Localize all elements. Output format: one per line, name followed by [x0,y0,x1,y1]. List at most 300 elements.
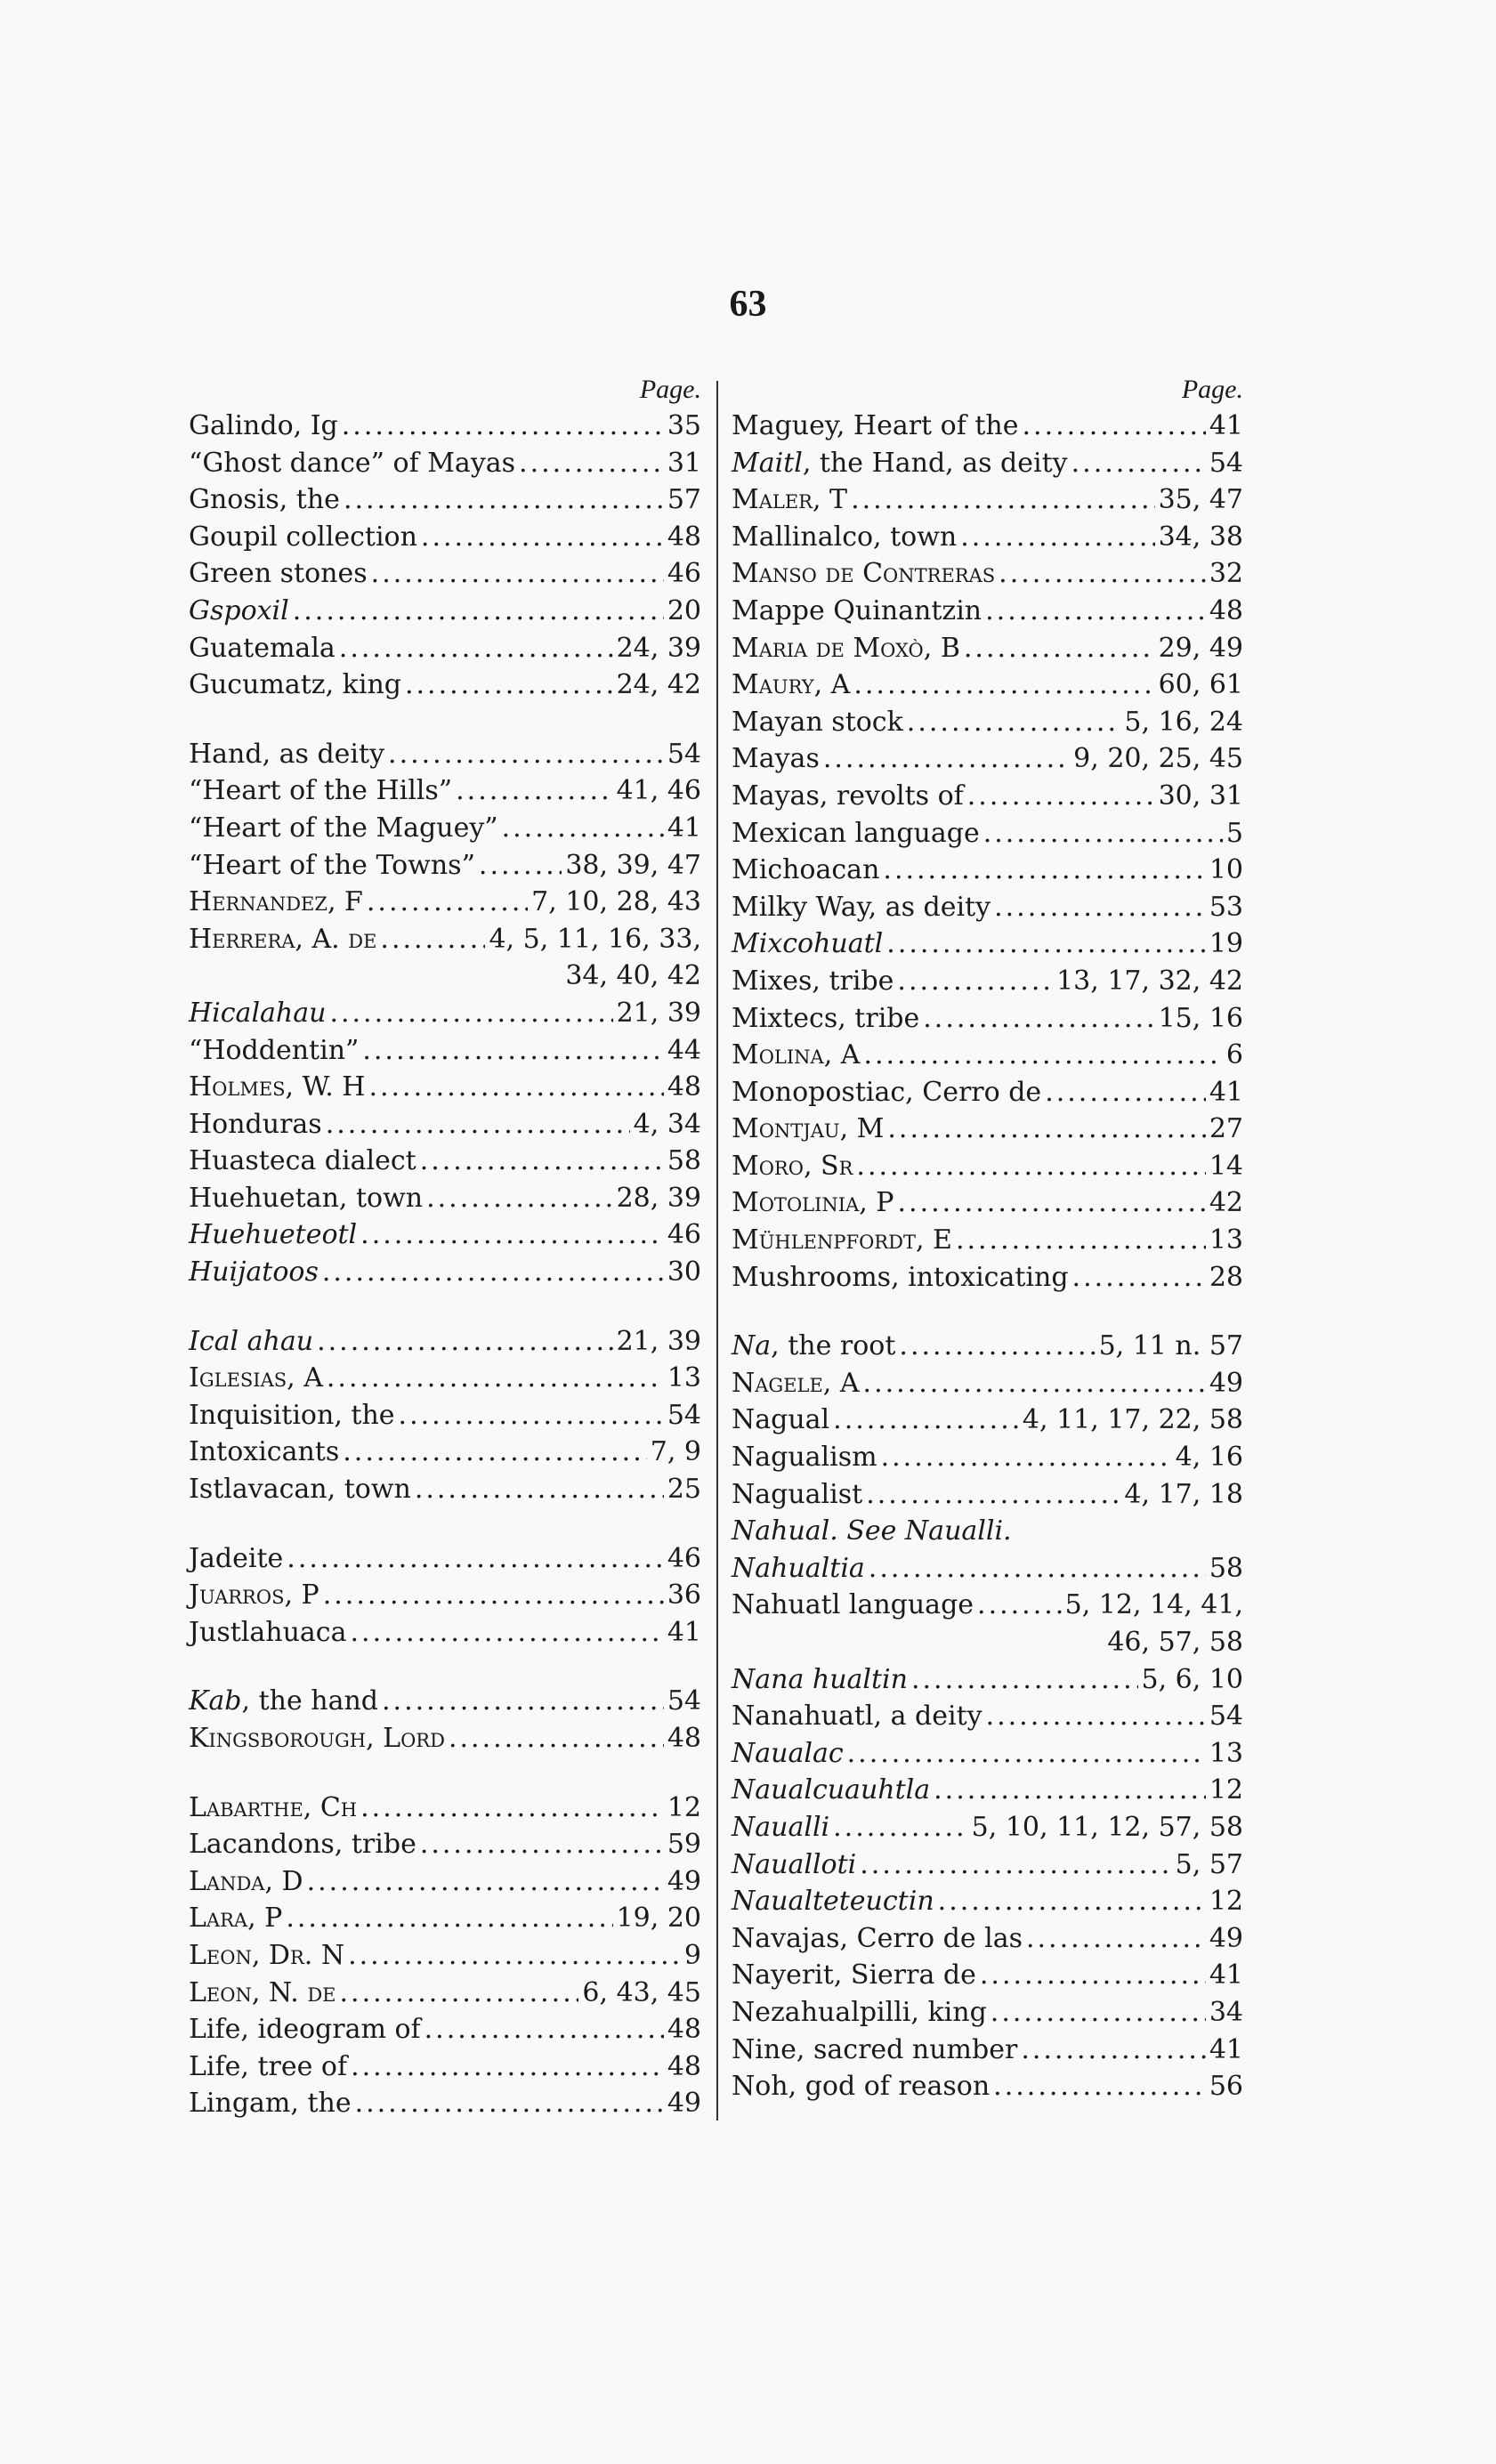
entry-term: Nanahuatl, a deity [732,1701,983,1733]
column-heading: Page. [1181,375,1243,404]
entry-pages: 49 [667,1865,701,1897]
index-entry [189,593,701,630]
entry-term: Life, tree of [189,2050,348,2082]
leader-dots [1021,2032,1206,2069]
leader-dots [1045,1074,1206,1111]
index-entry [189,1216,701,1254]
entry-pages: 4, 17, 18 [1124,1478,1243,1510]
leader-dots [293,593,664,630]
leader-dots [956,1222,1206,1259]
index-entry [732,1550,1243,1587]
column-divider [716,381,718,2121]
index-entry [189,2011,701,2048]
entry-term: Intoxicants [189,1436,340,1468]
entry-term: “Heart of the Hills” [189,775,453,807]
leader-dots [887,1111,1205,1148]
entry-pages: 13 [1209,1737,1243,1769]
leader-dots [833,1809,968,1846]
leader-dots [823,740,1070,778]
group-gap [189,1757,701,1789]
leader-dots [371,555,664,593]
entry-term: Manso de Contreras [732,558,996,590]
entry-pages: 59 [667,1829,701,1861]
entry-term: Gspoxil [189,594,289,626]
entry-term: Gnosis, the [189,484,340,516]
leader-dots [360,1216,664,1254]
entry-pages: 29, 49 [1158,632,1243,664]
entry-pages: 24, 39 [616,632,701,664]
leader-dots [853,666,1154,704]
entry-term: Juarros, P [189,1579,319,1612]
entry-term: Navajas, Cerro de las [732,1922,1023,1954]
entry-term: Noh, god of reason [732,2071,991,2103]
entry-pages: 54 [1209,447,1243,479]
leader-dots [421,519,664,556]
index-entry [189,408,701,445]
entry-term: Naualloti [732,1848,857,1880]
entry-term: Nagualism [732,1442,877,1474]
entry-term: Inquisition, the [189,1399,395,1431]
index-entry [189,1397,701,1434]
index-entry [732,778,1243,815]
leader-dots [1072,1259,1206,1297]
leader-dots [287,1540,664,1578]
entry-term: Green stones [189,558,368,590]
entry-term: Monopostiac, Cerro de [732,1076,1042,1108]
entry-pages: 41 [1209,410,1243,441]
index-entry [732,1259,1243,1297]
entry-term: Kab, the hand [189,1685,378,1717]
leader-dots [420,1143,664,1180]
entry-term: Naualli [732,1811,830,1843]
entry-pages: 4, 5, 11, 16, 33, [489,923,701,955]
index-entry [732,481,1243,519]
entry-pages: 48 [667,2014,701,2046]
leader-dots [907,704,1121,741]
entry-term: Michoacan [732,854,880,886]
index-column-right [732,372,1243,2105]
leader-dots [420,1826,664,1863]
entry-term: Hernandez, F [189,886,363,918]
entry-pages: 36 [667,1579,701,1612]
leader-dots [1023,408,1206,445]
leader-dots [426,1180,612,1217]
entry-term: Huehuetan, town [189,1182,424,1214]
entry-term: Leon, Dr. N [189,1939,345,1971]
entry-term: Nahual. See Naualli. [732,1515,1012,1547]
entry-term: Maury, A [732,669,851,701]
index-entry [732,1000,1243,1038]
entry-term: Guatemala [189,632,336,664]
entry-pages: 41 [1209,1959,1243,1991]
entry-term-italic: Maitl [732,447,803,479]
index-entry [189,1900,701,1937]
leader-dots [382,1683,664,1720]
entry-term: Huijatoos [189,1256,319,1289]
entry-pages: 5, 57 [1175,1848,1243,1880]
index-entry [189,1937,701,1975]
leader-dots [994,889,1206,926]
leader-dots [911,1661,1138,1699]
entry-term: Iglesias, A [189,1362,323,1394]
entry-pages: 48 [667,2050,701,2082]
leader-dots [923,1000,1154,1038]
leader-dots [983,815,1223,852]
leader-dots [883,852,1205,889]
entry-term: Galindo, Ig [189,410,338,441]
entry-term: “Heart of the Towns” [189,849,475,881]
leader-dots [999,555,1206,593]
entry-pages: 49 [1209,1367,1243,1399]
leader-dots [323,1577,664,1614]
entry-term: Life, ideogram of [189,2014,421,2046]
index-entry [732,740,1243,778]
leader-dots [860,1846,1171,1884]
entry-pages: 53 [1209,891,1243,923]
entry-pages: 13, 17, 32, 42 [1056,965,1243,997]
index-entry [732,1402,1243,1439]
index-entry [732,1661,1243,1699]
entry-pages: 27 [1209,1113,1243,1145]
index-entry [189,1720,701,1757]
index-entry [732,1111,1243,1148]
index-entry [189,1540,701,1578]
entry-term-italic: Kab [189,1685,242,1717]
leader-dots [339,630,613,667]
entry-pages: 41 [667,812,701,844]
leader-dots [351,2048,664,2086]
index-entry [732,1148,1243,1185]
entry-term: Nagualist [732,1478,863,1510]
entry-pages: 58 [667,1145,701,1177]
leader-dots [851,481,1155,519]
index-entry [189,1180,701,1217]
entry-pages: 12 [1209,1774,1243,1806]
index-entry [189,1683,701,1720]
leader-dots [938,1883,1206,1920]
index-entry [189,519,701,556]
leader-dots [405,666,613,704]
entry-pages: 48 [667,1723,701,1754]
index-entry [189,772,701,810]
index-entry [732,1513,1243,1550]
entry-term: Nahuatl language [732,1589,974,1621]
index-entry [732,1037,1243,1074]
entry-term: Hicalahau [189,997,327,1029]
leader-dots [367,884,528,921]
index-entry [189,1975,701,2012]
entry-pages: 10 [1209,854,1243,886]
index-entry [189,1614,701,1652]
index-entry [732,925,1243,963]
leader-dots [322,1254,664,1291]
entry-term: Moro, Sr [732,1150,853,1182]
entry-term: “Hoddentin” [189,1034,360,1066]
entry-pages: 9, 20, 25, 45 [1073,743,1243,775]
index-entry [189,847,701,885]
leader-dots [425,2011,664,2048]
entry-term: Mayas, revolts of [732,780,964,812]
leader-dots [980,1957,1206,1994]
entry-pages-continued: 46, 57, 58 [1107,1627,1243,1658]
leader-dots [991,1994,1206,2032]
entry-term: Montjau, M [732,1113,885,1145]
leader-dots [355,2085,664,2122]
entry-term: Mexican language [732,817,980,849]
leader-dots [977,1587,1062,1624]
entry-term: Mixes, tribe [732,965,894,997]
entry-term: Na, the root [732,1330,896,1362]
index-entry [732,704,1243,741]
leader-dots [343,1434,646,1471]
entry-term: Lacandons, tribe [189,1829,416,1861]
index-entry [732,2068,1243,2105]
leader-dots [380,921,485,958]
index-entry [732,1846,1243,1884]
leader-dots [863,1037,1222,1074]
entry-term: Mayas [732,743,820,775]
leader-dots [362,1032,663,1070]
entry-term: Labarthe, Ch [189,1791,358,1823]
entry-pages: 49 [667,2088,701,2120]
entry-term: Mallinalco, town [732,521,958,553]
leader-dots [326,1106,630,1143]
leader-dots [964,630,1155,667]
index-entry [189,2085,701,2122]
entry-pages-continued: 34, 40, 42 [565,960,701,992]
entry-term: Mühlenpfordt, E [732,1224,952,1256]
entry-term: Naualteteuctin [732,1886,934,1918]
entry-term: Holmes, W. H [189,1071,366,1103]
leader-dots [399,1397,664,1434]
entry-pages: 49 [1209,1922,1243,1954]
index-entry [189,666,701,704]
entry-pages: 46 [667,558,701,590]
leader-dots [479,847,562,885]
leader-dots [1026,1920,1206,1958]
leader-dots [286,1900,612,1937]
entry-pages: 35, 47 [1158,484,1243,516]
entry-term: Nayerit, Sierra de [732,1959,976,1991]
entry-pages: 38, 39, 47 [565,849,701,881]
entry-pages: 46 [667,1219,701,1251]
index-entry [189,481,701,519]
entry-pages: 6 [1225,1039,1243,1071]
leader-dots [351,1614,664,1652]
entry-term: Mixcohuatl [732,928,884,960]
entry-term: Nagual [732,1404,830,1436]
entry-term: Herrera, A. de [189,923,377,955]
index-entry [189,1323,701,1361]
entry-pages: 41 [1209,1076,1243,1108]
leader-dots [960,519,1154,556]
entry-pages: 12 [1209,1886,1243,1918]
entry-pages: 54 [667,1685,701,1717]
entry-term: Maitl, the Hand, as deity [732,447,1068,479]
group-gap [189,1291,701,1323]
leader-dots [985,593,1206,630]
entry-pages: 41 [1209,2033,1243,2065]
index-column-left [189,372,701,2122]
entry-term: Honduras [189,1108,322,1140]
index-entry [732,1809,1243,1846]
entry-pages: 60, 61 [1158,669,1243,701]
entry-pages: 6, 43, 45 [582,1976,701,2008]
entry-term: “Ghost dance” of Mayas [189,447,516,479]
entry-pages: 34 [1209,1996,1243,2028]
index-entry [189,921,701,958]
entry-term: Naualcuauhtla [732,1774,931,1806]
entry-pages: 44 [667,1034,701,1066]
leader-dots [449,1720,664,1757]
entry-pages: 19, 20 [616,1903,701,1935]
entry-term: “Heart of the Maguey” [189,812,498,844]
entry-pages: 13 [1209,1224,1243,1256]
entry-pages: 48 [667,1071,701,1103]
entry-term: Milky Way, as deity [732,891,991,923]
index-entry [732,1957,1243,1994]
leader-dots [342,408,664,445]
entry-pages: 24, 42 [616,669,701,701]
entry-pages: 28 [1209,1261,1243,1293]
index-entry [732,1365,1243,1402]
entry-pages: 12 [667,1791,701,1823]
index-entry [189,1471,701,1508]
leader-dots [897,963,1053,1000]
leader-dots [360,1789,664,1827]
index-entry [732,1328,1243,1365]
entry-term: Mushrooms, intoxicating [732,1261,1069,1293]
entry-pages: 56 [1209,2071,1243,2103]
group-gap [189,1508,701,1540]
entry-term: Gucumatz, king [189,669,401,701]
index-entry [189,1577,701,1614]
index-entry [732,889,1243,926]
entry-pages: 5, 6, 10 [1141,1663,1243,1695]
entry-pages: 41, 46 [616,775,701,807]
entry-term: Nana hualtin [732,1663,908,1695]
entry-term: Lara, P [189,1903,283,1935]
leader-dots [340,1975,579,2012]
leader-dots [899,1328,1095,1365]
page-number: 63 [729,284,767,325]
index-entry [189,736,701,773]
entry-pages: 9 [683,1939,701,1971]
entry-pages: 15, 16 [1158,1002,1243,1034]
index-entry [732,1222,1243,1259]
entry-term: Mayan stock [732,706,903,738]
leader-dots [986,1698,1206,1735]
index-entry [732,1074,1243,1111]
index-entry [189,1360,701,1397]
group-gap [732,1296,1243,1328]
leader-dots [934,1772,1206,1809]
entry-pages: 7, 10, 28, 43 [531,886,701,918]
index-entry [732,1439,1243,1476]
entry-pages: 41 [667,1616,701,1648]
leader-dots [307,1863,664,1901]
index-entry [732,408,1243,445]
entry-pages: 5, 10, 11, 12, 57, 58 [971,1811,1243,1843]
entry-term: Motolinia, P [732,1187,894,1219]
entry-pages: 13 [667,1362,701,1394]
entry-pages: 4, 34 [633,1108,701,1140]
entry-pages: 34, 38 [1158,521,1243,553]
entry-term: Justlahuaca [189,1616,347,1648]
entry-pages: 31 [667,447,701,479]
leader-dots [869,1550,1206,1587]
index-entry [732,815,1243,852]
leader-dots [329,995,612,1032]
leader-dots [415,1471,664,1508]
index-entry [189,1143,701,1180]
leader-dots [502,810,664,847]
leader-dots [833,1402,1019,1439]
entry-pages: 54 [667,1399,701,1431]
entry-pages: 57 [667,484,701,516]
entry-pages: 21, 39 [616,997,701,1029]
leader-dots [866,1476,1120,1514]
entry-pages: 5 [1225,817,1243,849]
index-entry [732,1772,1243,1809]
entry-pages: 46 [667,1542,701,1574]
entry-pages: 5, 11 n. 57 [1098,1330,1243,1362]
leader-dots [456,772,612,810]
index-entry [189,1826,701,1863]
entry-term: Huasteca dialect [189,1145,416,1177]
index-entry [732,1184,1243,1222]
entry-term: Mixtecs, tribe [732,1002,920,1034]
entry-pages: 48 [1209,594,1243,626]
entry-pages: 48 [667,521,701,553]
leader-dots [886,925,1206,963]
entry-pages: 7, 9 [650,1436,701,1468]
entry-term: Jadeite [189,1542,284,1574]
leader-dots [847,1735,1206,1773]
index-entry [189,810,701,847]
entry-pages: 35 [667,410,701,441]
entry-term: Nahualtia [732,1552,865,1584]
leader-dots [368,1069,663,1106]
index-entry [189,995,701,1032]
leader-dots [1071,445,1206,482]
index-entry [189,1863,701,1901]
index-entry [189,2048,701,2086]
entry-term: Istlavacan, town [189,1474,411,1506]
index-entry [189,884,701,921]
leader-dots [856,1148,1205,1185]
entry-term: Huehueteotl [189,1219,358,1251]
entry-pages: 25 [667,1474,701,1506]
entry-term: Ical ahau [189,1325,314,1357]
leader-dots [348,1937,681,1975]
entry-term: Nagele, A [732,1367,860,1399]
leader-dots [327,1360,664,1397]
index-entry [732,630,1243,667]
entry-pages: 32 [1209,558,1243,590]
index-entry [732,555,1243,593]
index-entry [189,1106,701,1143]
leader-dots [898,1184,1206,1222]
leader-dots [863,1365,1206,1402]
entry-pages: 5, 16, 24 [1124,706,1243,738]
entry-term: Kingsborough, Lord [189,1723,445,1754]
entry-pages: 30 [667,1256,701,1289]
leader-dots [388,736,664,773]
index-entry [732,1920,1243,1958]
entry-term: Nezahualpilli, king [732,1996,987,2028]
entry-term: Molina, A [732,1039,861,1071]
